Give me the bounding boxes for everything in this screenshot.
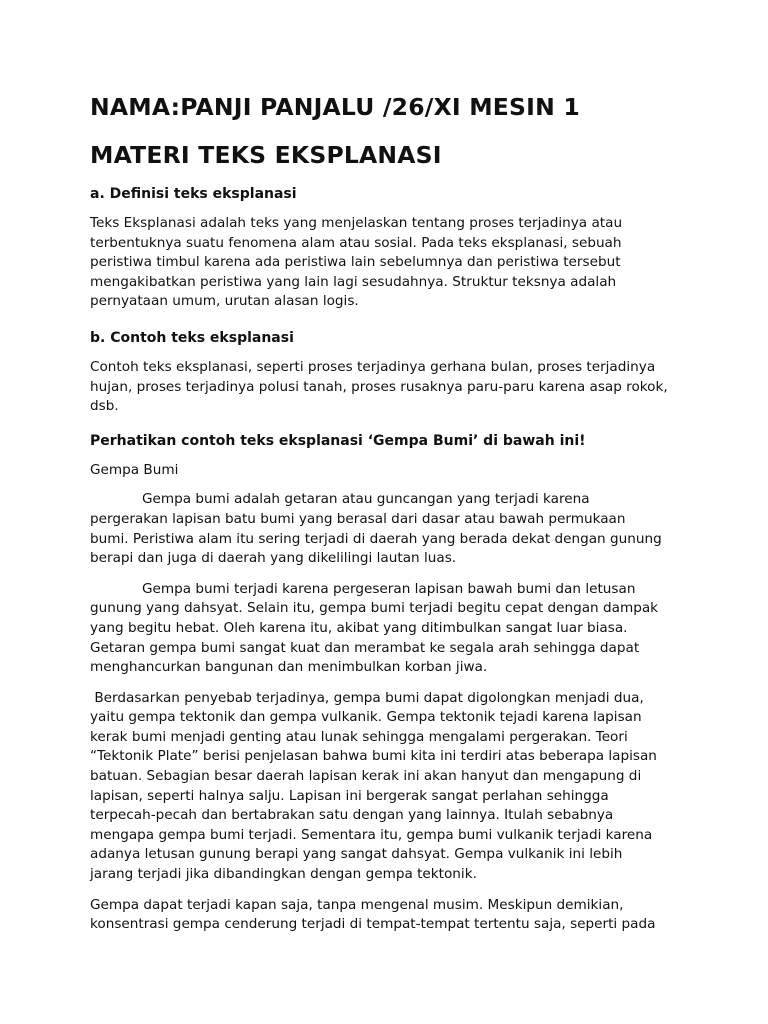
- example-heading: Perhatikan contoh teks eksplanasi ‘Gempa Bumi’ di bawah ini!: [90, 432, 586, 449]
- text-line: adanya letusan gunung berapi yang sangat dahsyat. Gempa vulkanik ini lebih: [90, 846, 623, 863]
- example-paragraph-2: [90, 580, 686, 678]
- text-line: yang begitu hebat. Oleh karena itu, akibat yang ditimbulkan sangat luar biasa.: [90, 619, 628, 636]
- text-line: konsentrasi gempa cenderung terjadi di tempat-tempat tertentu saja, seperti pada: [90, 916, 656, 933]
- example-paragraph-4: [90, 896, 686, 935]
- document-title-materi: MATERI TEKS EKSPLANASI: [90, 141, 442, 169]
- example-title: Gempa Bumi: [90, 461, 179, 478]
- text-line: berapi dan juga di daerah yang dikelilingi lautan luas.: [90, 550, 457, 567]
- text-line: menghancurkan bangunan dan menimbulkan korban jiwa.: [90, 659, 488, 676]
- text-line: “Tektonik Plate” berisi penjelasan bahwa bumi kita ini terdiri atas beberapa lapisan: [90, 748, 657, 765]
- text-line: Gempa bumi adalah getaran atau guncangan yang terjadi karena: [142, 491, 590, 508]
- example-paragraph-3: [90, 689, 686, 885]
- section-a-paragraph: [90, 214, 686, 312]
- text-line: mengakibatkan peristiwa yang lain lagi sesudahnya. Struktur teksnya adalah: [90, 273, 617, 290]
- document-page: [90, 92, 686, 935]
- section-b-paragraph: [90, 358, 686, 417]
- section-b-heading: b. Contoh teks eksplanasi: [90, 329, 294, 346]
- text-line: peristiwa timbul karena ada peristiwa lain sebelumnya dan peristiwa tersebut: [90, 254, 621, 271]
- text-line: pernyataan umum, urutan alasan logis.: [90, 293, 359, 310]
- text-line: yaitu gempa tektonik dan gempa vulkanik. Gempa tektonik tejadi karena lapisan: [90, 709, 642, 726]
- text-line: lapisan, seperti halnya salju. Lapisan ini bergerak sangat perlahan sehingga: [90, 787, 609, 804]
- text-line: mengapa gempa bumi terjadi. Sementara itu, gempa bumi vulkanik terjadi karena: [90, 826, 653, 843]
- text-line: gunung yang dahsyat. Selain itu, gempa bumi terjadi begitu cepat dengan dampak: [90, 600, 659, 617]
- section-a-heading: a. Definisi teks eksplanasi: [90, 186, 297, 202]
- text-line: bumi. Peristiwa alam itu sering terjadi di daerah yang berada dekat dengan gunung: [90, 530, 662, 547]
- text-line: terpecah-pecah dan bertabrakan satu dengan yang lainnya. Itulah sebabnya: [90, 807, 614, 824]
- text-line: Getaran gempa bumi sangat kuat dan merambat ke segala arah sehingga dapat: [90, 639, 640, 656]
- example-paragraph-1: [90, 490, 686, 568]
- text-line: terbentuknya suatu fenomena alam atau sosial. Pada teks eksplanasi, sebuah: [90, 234, 622, 251]
- text-line: kerak bumi menjadi genting atau lunak sehingga mengalami pergerakan. Teori: [90, 728, 628, 745]
- text-line: batuan. Sebagian besar daerah lapisan kerak ini akan hanyut dan mengapung di: [90, 768, 642, 785]
- text-line: pergerakan lapisan batu bumi yang berasal dari dasar atau bawah permukaan: [90, 510, 626, 527]
- text-line: Gempa bumi terjadi karena pergeseran lapisan bawah bumi dan letusan: [142, 580, 636, 597]
- text-line: Teks Eksplanasi adalah teks yang menjelaskan tentang proses terjadinya atau: [90, 215, 623, 231]
- text-line: Gempa dapat terjadi kapan saja, tanpa mengenal musim. Meskipun demikian,: [90, 896, 624, 913]
- document-title-name: NAMA:PANJI PANJALU /26/XI MESIN 1: [90, 93, 580, 121]
- text-line: Contoh teks eksplanasi, seperti proses terjadinya gerhana bulan, proses terjadinya: [90, 358, 656, 375]
- text-line: jarang terjadi jika dibandingkan dengan gempa tektonik.: [90, 866, 477, 883]
- text-line: dsb.: [90, 398, 119, 415]
- text-line: hujan, proses terjadinya polusi tanah, proses rusaknya paru-paru karena asap rokok,: [90, 378, 668, 395]
- text-line: Berdasarkan penyebab terjadinya, gempa bumi dapat digolongkan menjadi dua,: [90, 689, 644, 706]
